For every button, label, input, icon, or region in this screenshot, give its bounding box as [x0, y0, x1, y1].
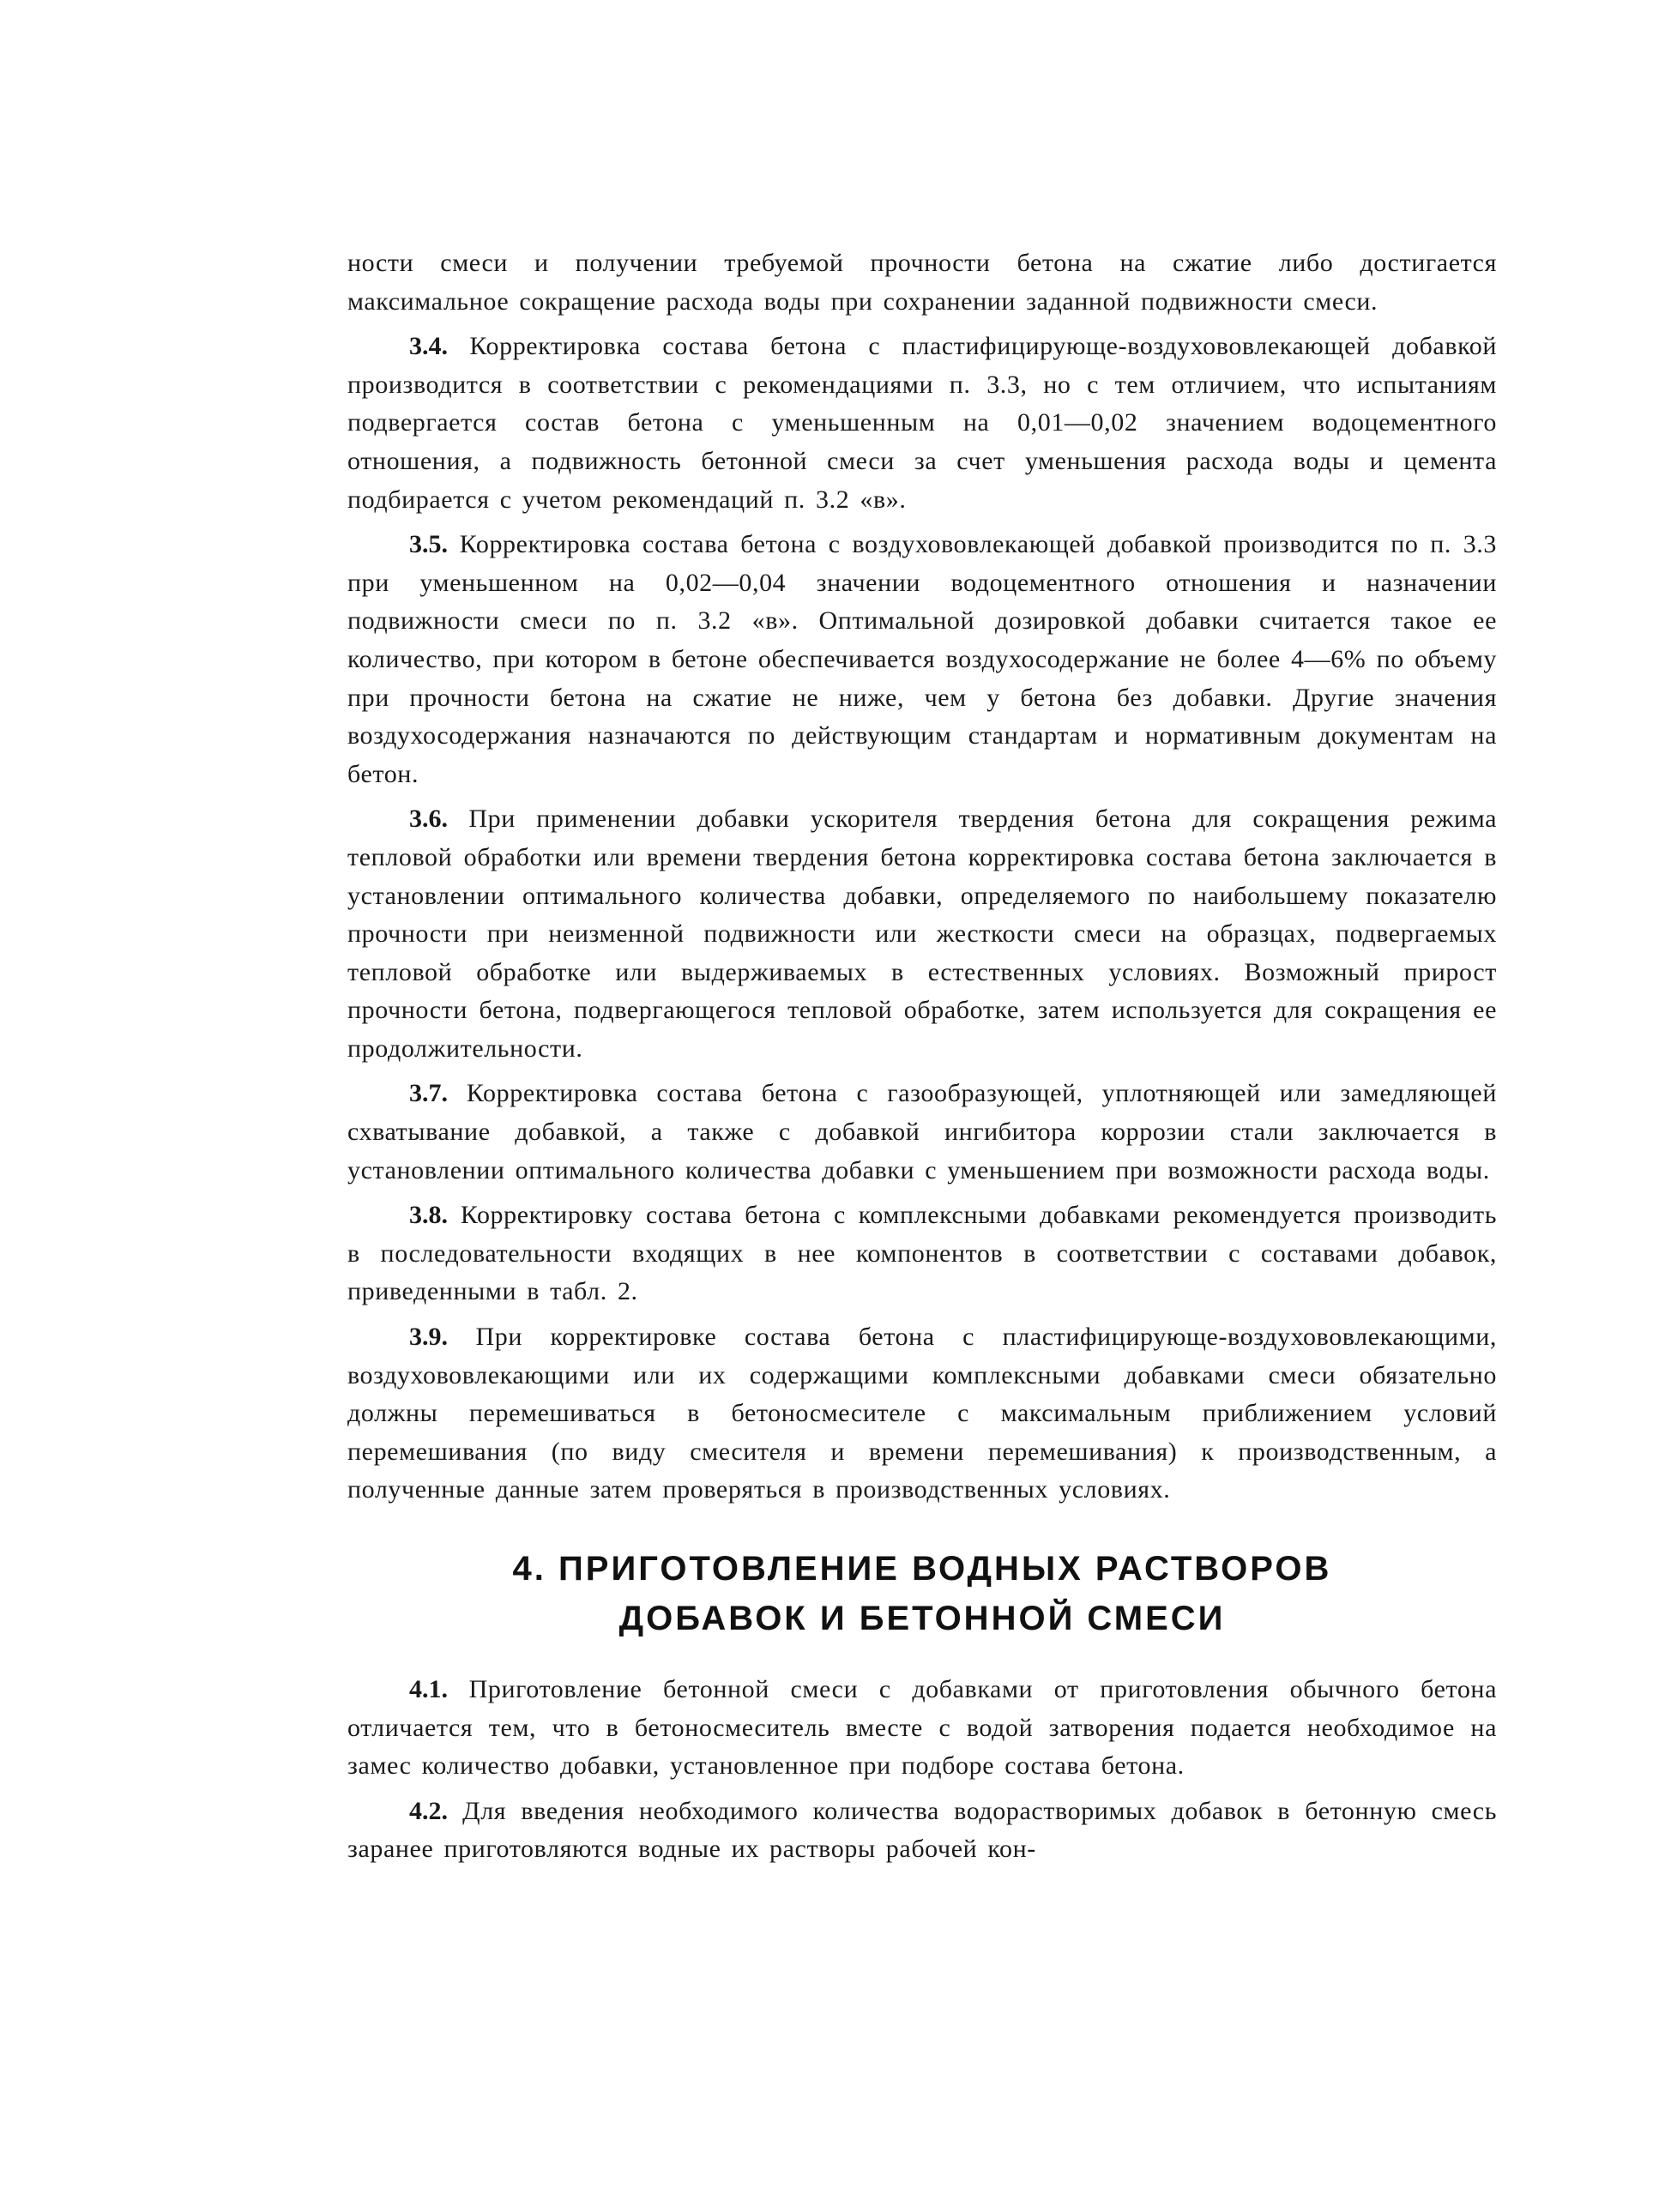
paragraph-number: 3.7. [409, 1079, 448, 1108]
paragraph-text: Приготовление бетонной смеси с добавками от приготовления обычного бетона отличается тем, что в бетоносмеситель вместе с водой затворения подается необходимое на замес количество добавки, установленное при подборе состава бетона. [347, 1675, 1497, 1781]
paragraph-text: Корректировка состава бетона с пластифицирующе-воздухововлекающей добавкой производится в соответствии с рекомендациями п. 3.3, но с тем отличием, что испытаниям подвергается состав бетона с уменьшенным на 0,01—0,02 значением водоцементного отношения, а подвижность бетонной смеси за счет уменьшения расхода воды и цемента подбирается с учетом рекомендаций п. 3.2 «в». [347, 332, 1497, 514]
paragraph-number: 3.5. [409, 530, 448, 559]
paragraph-4-1 [347, 1671, 1497, 1786]
paragraph-text: ности смеси и получении требуемой прочности бетона на сжатие либо достигается максимальное сокращение расхода воды при сохранении заданной подвижности смеси. [347, 249, 1497, 316]
paragraph-text: Корректировку состава бетона с комплексными добавками рекомендуется производить в последовательности входящих в нее компонентов в соответствии с составами добавок, приведенными в табл. 2. [347, 1201, 1497, 1306]
paragraph-text: Для введения необходимого количества водорастворимых добавок в бетонную смесь заранее приготовляются водные их растворы рабочей кон- [347, 1796, 1497, 1864]
paragraph-text: При корректировке состава бетона с пластифицирующе-воздухововлекающими, воздухововлекающими или их содержащими комплексными добавками смеси обязательно должны перемешиваться в бетоносмесителе с максимальным приближением условий перемешивания (по виду смесителя и времени перемешивания) к производственным, а полученные данные затем проверяться в производственных условиях. [347, 1323, 1497, 1504]
paragraph-3-9 [347, 1318, 1497, 1510]
paragraph-number: 3.8. [409, 1201, 448, 1230]
paragraph-3-7 [347, 1075, 1497, 1190]
paragraph-number: 3.9. [409, 1323, 448, 1352]
paragraph-number: 3.6. [409, 805, 448, 834]
document-page [347, 244, 1497, 1876]
paragraph-3-5 [347, 526, 1497, 793]
section-heading [347, 1544, 1497, 1643]
paragraph-3-4 [347, 328, 1497, 519]
paragraph-continuation [347, 244, 1497, 321]
paragraph-text: Корректировка состава бетона с воздухововлекающей добавкой производится по п. 3.3 при уменьшенном на 0,02—0,04 значении водоцементного отношения и назначении подвижности смеси по п. 3.2 «в». Оптимальной дозировкой добавки считается такое ее количество, при котором в бетоне обеспечивается воздухосодержание не более 4—6% по объему при прочности бетона на сжатие не ниже, чем у бетона без добавки. Другие значения воздухосодержания назначаются по действующим стандартам и нормативным документам на бетон. [347, 530, 1497, 788]
paragraph-number: 4.2. [409, 1796, 448, 1825]
paragraph-3-8 [347, 1196, 1497, 1311]
paragraph-3-6 [347, 800, 1497, 1068]
section-heading-line-1: 4. ПРИГОТОВЛЕНИЕ ВОДНЫХ РАСТВОРОВ [512, 1550, 1332, 1588]
paragraph-number: 4.1. [409, 1675, 448, 1703]
paragraph-text: Корректировка состава бетона с газообразующей, уплотняющей или замедляющей схватывание добавкой, а также с добавкой ингибитора коррозии стали заключается в установлении оптимального количества добавки с уменьшением при возможности расхода воды. [347, 1079, 1497, 1184]
section-heading-line-2: ДОБАВОК И БЕТОННОЙ СМЕСИ [618, 1600, 1226, 1637]
paragraph-number: 3.4. [409, 332, 448, 361]
paragraph-4-2 [347, 1793, 1497, 1869]
paragraph-text: При применении добавки ускорителя твердения бетона для сокращения режима тепловой обработки или времени твердения бетона корректировка состава бетона заключается в установлении оптимального количества добавки, определяемого по наибольшему показателю прочности при неизменной подвижности или жесткости смеси на образцах, подвергаемых тепловой обработке или выдерживаемых в естественных условиях. Возможный прирост прочности бетона, подвергающегося тепловой обработке, затем используется для сокращения ее продолжительности. [347, 805, 1497, 1063]
